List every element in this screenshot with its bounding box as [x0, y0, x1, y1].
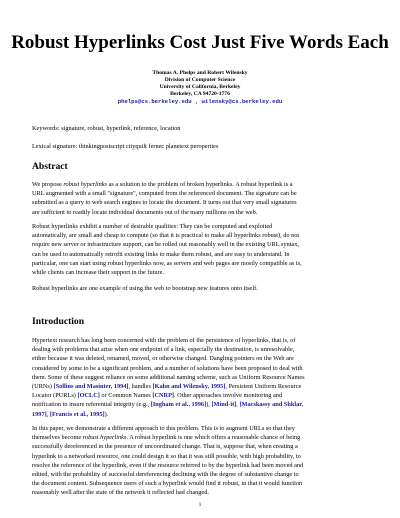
lexical-signature	[32, 142, 380, 151]
text-line: hyperlink to a networked resource, one could design it so that it was still possible, with high probability, to	[32, 452, 301, 460]
keywords-line: Keywords: signature, robust, hyperlink, reference, location	[32, 125, 181, 132]
citation-link[interactable]: [CNRP]	[152, 392, 175, 400]
introduction-heading: Introduction	[32, 316, 85, 327]
lexical-signature-line: Lexical signature: thinkingpostscript cityquilt fernec planetext peroperties	[32, 143, 219, 150]
text-line: require new server or infrastructure support, can be rolled out reasonably well in the existing URL syntax,	[32, 241, 299, 249]
citation-link[interactable]: [Ingham et al., 1996]	[150, 401, 207, 409]
citation-link[interactable]: [Kahn and Wilensky, 1995]	[152, 383, 226, 391]
author-emails[interactable]: phelps@cs.berkeley.edu , wilensky@cs.berkeley.edu	[117, 98, 283, 106]
abstract-paragraph-1	[32, 180, 380, 217]
text-line: resolve the reference of the hyperlink, even if the resource referred to by the hyperlink had been moved and	[32, 461, 304, 469]
author-block	[0, 70, 400, 105]
citation-link[interactable]: [Mind-it]	[211, 401, 237, 409]
text-line: successfully dereferenced in the presence of uncoordinated change. That is, suppose that, when creating a	[32, 443, 298, 451]
intro-paragraph-1	[32, 336, 380, 419]
text-line: the document content. Subsequence users of such a hyperlink would find it robust, in that it would function	[32, 480, 303, 488]
abstract-paragraph-2	[32, 222, 380, 277]
intro-paragraph-2	[32, 424, 380, 498]
text-line: automatically, are small and cheap to compute (so that it is practical to make all hyperlinks robust), do not	[32, 232, 300, 240]
text-line: can be used to automatically retrofit existing links to make them robust, and are easy to understand. In	[32, 250, 290, 258]
citation-link[interactable]: [Macskassy and Shklar,	[239, 401, 304, 409]
text-line: notification to insure referential integrity (e.g., [Ingham et al., 1996]), [Mind-it], [Macskassy and Shklar,	[32, 401, 304, 409]
text-line: submitted as a query to web search engines to locate the document. It turns out that very small signatures	[32, 199, 297, 207]
author-names: Thomas A. Phelps and Robert Wilensky	[152, 70, 248, 76]
author-division: Division of Computer Science	[164, 77, 236, 84]
author-university: University of California, Berkeley	[159, 84, 241, 91]
text-line: Locator (PURLs) [OCLC] or Common Names [CNRP]. Other approaches involve monitoring and	[32, 392, 283, 400]
text-line: dealing with problems that arise when one endpoint of a link, especially the destination, is unresolvable,	[32, 346, 295, 354]
keywords	[32, 124, 380, 133]
text-line: (URNs) [Sollins and Masinter, 1994], handles [Kahn and Wilensky, 1995], Persistent Uniform Resource	[32, 383, 302, 391]
text-line: them. Some of these suggest reliance on some additional naming scheme, such as Uniform Resource Names	[32, 373, 305, 381]
text-line: In this paper, we demonstrate a different approach to this problem. This is to augment URLs so that they	[32, 425, 295, 432]
text-line: Robust hyperlinks are one example of using the web to bootstrap new features onto itself.	[32, 285, 258, 292]
text-line: URL augmented with a small "signature", computed from the referenced document. The signature can be	[32, 190, 297, 198]
author-address: Berkeley, CA 94720-1776	[170, 91, 230, 98]
citation-link[interactable]: [OCLC]	[77, 392, 100, 400]
citation-link[interactable]: [Francis et al., 1995]	[49, 410, 105, 418]
text-line: are sufficient to readily locate individual documents out of the many millions on the web.	[32, 208, 258, 216]
page-number: 1	[198, 503, 202, 508]
emphasis-text: robust hyperlinks	[63, 181, 107, 188]
text-line: Hypertext research has long been concerned with the problem of the persistence of hyperlinks, that is, of	[32, 337, 296, 344]
text-line: reasonably well after the state of the network it reflected had changed.	[32, 489, 209, 497]
citation-link[interactable]: 1997]	[32, 410, 47, 418]
text-line: edited, with the probability of successful dereferencing declining with the degree of substantive change to	[32, 471, 299, 479]
text-line: 1997], [Francis et al., 1995]).	[32, 410, 109, 418]
abstract-heading: Abstract	[32, 161, 68, 172]
text-line: while clients can increase their support in the future.	[32, 269, 165, 277]
paper-title: Robust Hyperlinks Cost Just Five Words Each	[11, 32, 389, 53]
emphasis-text: robust hyperlinks	[82, 434, 127, 442]
text-line: either because it was deleted, renamed, moved, or otherwise changed. Dangling pointers on the Web are	[32, 355, 294, 363]
text-line: themselves become robust hyperlinks. A robust hyperlink is one which offers a reasonable chance of being	[32, 434, 301, 442]
text-line: considered by some to be a significant problem, and a number of solutions have been proposed to deal with	[32, 364, 303, 372]
text-line: particular, one can start using robust hyperlinks now, as servers and web pages are mostly compatible as is,	[32, 259, 302, 267]
abstract-paragraph-3	[32, 284, 380, 293]
text-line: We propose robust hyperlinks as a solution to the problem of broken hyperlinks. A robust hyperlink is a	[32, 181, 293, 188]
citation-link[interactable]: [Sollins and Masinter, 1994]	[53, 383, 129, 391]
text-line: Robust hyperlinks exhibit a number of desirable qualities: They can be computed and exploited	[32, 223, 273, 230]
